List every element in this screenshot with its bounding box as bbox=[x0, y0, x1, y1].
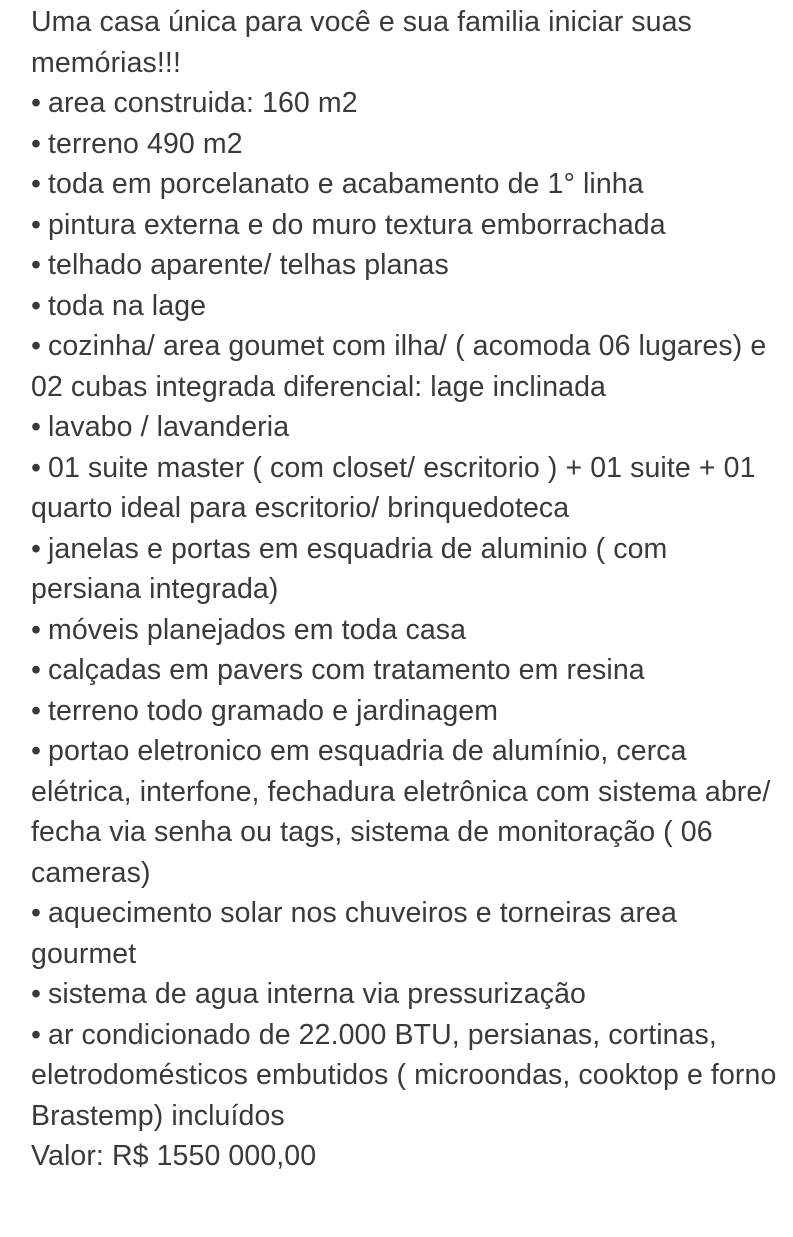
list-item-text: toda na lage bbox=[48, 289, 207, 322]
list-item-water-system bbox=[31, 974, 781, 1015]
bullet-icon: • bbox=[31, 735, 42, 767]
list-item-text: telhado aparente/ telhas planas bbox=[48, 249, 449, 281]
bullet-icon: • bbox=[31, 613, 42, 646]
list-item-kitchen bbox=[31, 326, 781, 407]
list-item-text: calçadas em pavers com tratamento em resina bbox=[48, 654, 645, 686]
list-item-text: móveis planejados em toda casa bbox=[48, 613, 467, 646]
list-item-text: ar condicionado de 22.000 BTU, persianas, cortinas, eletrodomésticos embutidos ( microondas, cooktop e forno Brastemp) incluídos bbox=[31, 1018, 777, 1132]
list-item-flooring bbox=[31, 164, 781, 205]
list-item-security bbox=[31, 731, 781, 893]
list-item-text: pintura externa e do muro textura emborrachada bbox=[48, 208, 666, 241]
bullet-icon: • bbox=[31, 289, 42, 322]
list-item-laundry bbox=[31, 407, 781, 448]
bullet-icon: • bbox=[31, 532, 42, 565]
list-item-painting bbox=[31, 205, 781, 246]
list-item-text: portao eletronico em esquadria de alumínio, cerca elétrica, interfone, fechadura eletrônica com sistema abre/ fecha via senha ou tags, sistema de monitoração ( 06 cameras) bbox=[31, 735, 771, 889]
bullet-icon: • bbox=[31, 978, 42, 1010]
list-item-roof bbox=[31, 245, 781, 286]
bullet-icon: • bbox=[31, 451, 42, 484]
bullet-icon: • bbox=[31, 87, 42, 119]
bullet-icon: • bbox=[31, 249, 42, 281]
price-text: Valor: R$ 1550 000,00 bbox=[31, 1140, 317, 1172]
bullet-icon: • bbox=[31, 168, 42, 200]
bullet-icon: • bbox=[31, 208, 42, 241]
list-item-furniture bbox=[31, 610, 781, 651]
list-item-text: sistema de agua interna via pressurização bbox=[48, 978, 586, 1010]
bullet-icon: • bbox=[31, 411, 42, 443]
bullet-icon: • bbox=[31, 1018, 42, 1051]
bullet-icon: • bbox=[31, 330, 42, 362]
list-item-text: janelas e portas em esquadria de aluminio ( com persiana integrada) bbox=[31, 532, 668, 605]
list-item-built-area bbox=[31, 83, 781, 124]
list-item-text: terreno 490 m2 bbox=[48, 127, 243, 160]
list-item-solar-heating bbox=[31, 893, 781, 974]
list-item-text: aquecimento solar nos chuveiros e torneiras area gourmet bbox=[31, 897, 677, 970]
list-item-land-area bbox=[31, 124, 781, 165]
list-item-text: area construida: 160 m2 bbox=[48, 87, 358, 119]
list-item-text: 01 suite master ( com closet/ escritorio ) + 01 suite + 01 quarto ideal para escritorio/ brinquedoteca bbox=[31, 451, 756, 524]
list-item-rooms bbox=[31, 448, 781, 529]
listing-description bbox=[31, 2, 781, 1177]
list-item-garden bbox=[31, 691, 781, 732]
intro-text: Uma casa única para você e sua familia iniciar suas memórias!!! bbox=[31, 6, 692, 79]
list-item-appliances bbox=[31, 1015, 781, 1137]
list-item-text: toda em porcelanato e acabamento de 1° linha bbox=[48, 168, 644, 200]
bullet-icon: • bbox=[31, 897, 42, 929]
list-item-text: lavabo / lavanderia bbox=[48, 411, 290, 443]
bullet-icon: • bbox=[31, 127, 42, 160]
list-item-slab bbox=[31, 286, 781, 327]
bullet-icon: • bbox=[31, 694, 42, 727]
list-item-text: cozinha/ area goumet com ilha/ ( acomoda 06 lugares) e 02 cubas integrada diferencial: lage inclinada bbox=[31, 330, 767, 403]
list-item-sidewalks bbox=[31, 650, 781, 691]
list-item-text: terreno todo gramado e jardinagem bbox=[48, 694, 499, 727]
list-item-windows bbox=[31, 529, 781, 610]
bullet-icon: • bbox=[31, 654, 42, 686]
